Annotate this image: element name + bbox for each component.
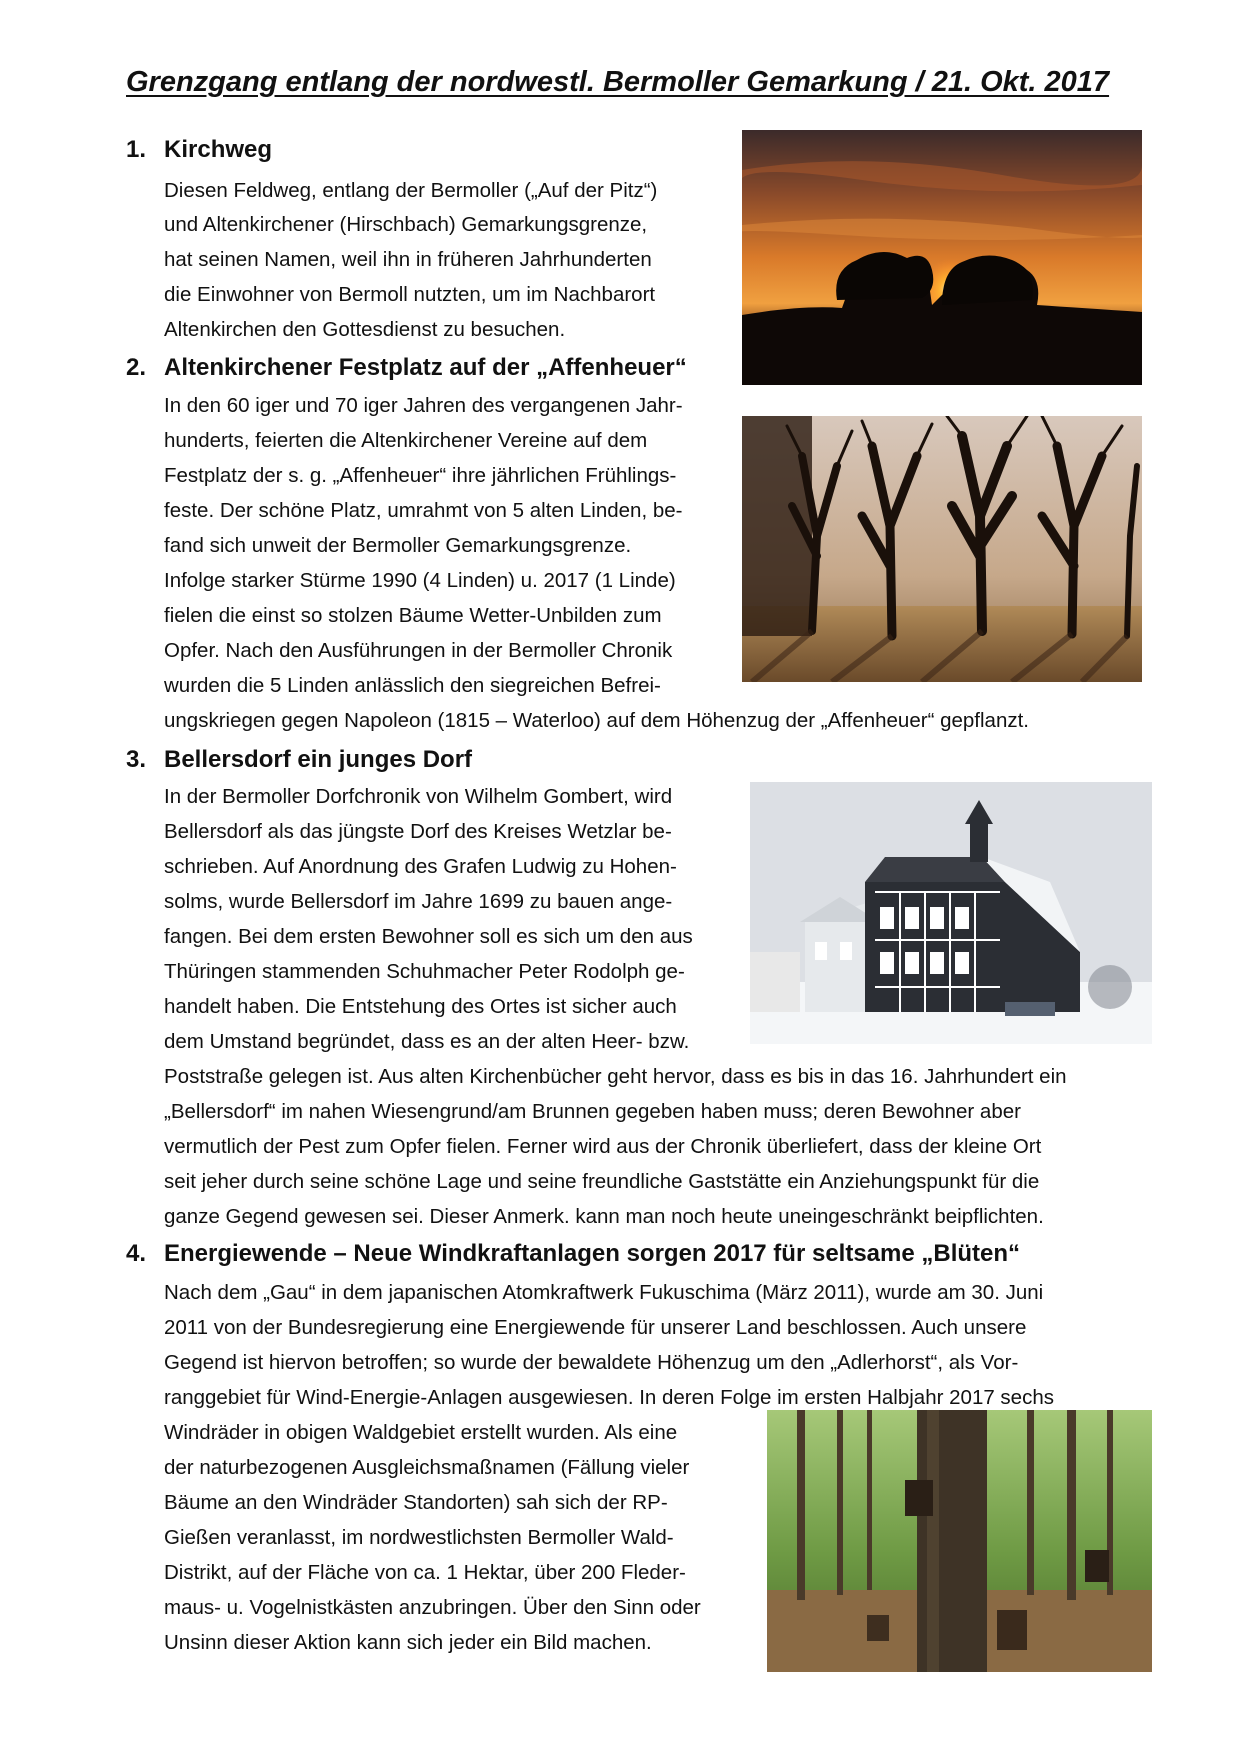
section-title: Kirchweg bbox=[164, 136, 273, 163]
text-line: 2011 von der Bundesregierung eine Energiewende für unserer Land beschlossen. Auch unsere bbox=[164, 1316, 1027, 1339]
text-line: ungskriegen gegen Napoleon (1815 – Waterloo) auf dem Höhenzug der „Affenheuer“ gepflanzt. bbox=[164, 709, 1029, 732]
text-line: hunderts, feierten die Altenkirchener Vereine auf dem bbox=[164, 429, 648, 452]
linden-trees-photo bbox=[742, 416, 1142, 682]
text-line: schrieben. Auf Anordnung des Grafen Ludwig zu Hohen- bbox=[164, 855, 677, 878]
section-2-heading bbox=[126, 354, 687, 382]
section-number: 2. bbox=[126, 354, 147, 381]
text-line: fangen. Bei dem ersten Bewohner soll es sich um den aus bbox=[164, 925, 693, 948]
text-line: In der Bermoller Dorfchronik von Wilhelm Gombert, wird bbox=[164, 785, 673, 808]
text-line: ganze Gegend gewesen sei. Dieser Anmerk. kann man noch heute uneingeschränkt beipflichten. bbox=[164, 1205, 1044, 1228]
section-1-heading bbox=[126, 136, 272, 164]
text-line: die Einwohner von Bermoll nutzten, um im Nachbarort bbox=[164, 283, 656, 306]
text-line: und Altenkirchener (Hirschbach) Gemarkungsgrenze, bbox=[164, 213, 648, 236]
bellersdorf-house-photo bbox=[750, 782, 1152, 1044]
text-line: solms, wurde Bellersdorf im Jahre 1699 zu bauen ange- bbox=[164, 890, 673, 913]
text-line: dem Umstand begründet, dass es an der alten Heer- bzw. bbox=[164, 1030, 690, 1053]
section-title: Energiewende – Neue Windkraftanlagen sorgen 2017 für seltsame „Blüten“ bbox=[164, 1240, 1021, 1267]
text-line: maus- u. Vogelnistkästen anzubringen. Über den Sinn oder bbox=[164, 1596, 701, 1619]
text-line: Distrikt, auf der Fläche von ca. 1 Hektar, über 200 Fleder- bbox=[164, 1561, 686, 1584]
text-line: Diesen Feldweg, entlang der Bermoller („Auf der Pitz“) bbox=[164, 179, 658, 202]
section-title: Bellersdorf ein junges Dorf bbox=[164, 746, 473, 773]
section-number: 3. bbox=[126, 746, 147, 773]
text-line: seit jeher durch seine schöne Lage und seine freundliche Gaststätte ein Anziehungspunkt für die bbox=[164, 1170, 1040, 1193]
text-line: Bäume an den Windräder Standorten) sah sich der RP- bbox=[164, 1491, 668, 1514]
section-title: Altenkirchener Festplatz auf der „Affenheuer“ bbox=[164, 354, 687, 381]
text-line: Altenkirchen den Gottesdienst zu besuchen. bbox=[164, 318, 566, 341]
text-line: der naturbezogenen Ausgleichsmaßnamen (Fällung vieler bbox=[164, 1456, 690, 1479]
text-line: Nach dem „Gau“ in dem japanischen Atomkraftwerk Fukuschima (März 2011), wurde am 30. Juni bbox=[164, 1281, 1044, 1304]
text-line: „Bellersdorf“ im nahen Wiesengrund/am Brunnen gegeben haben muss; deren Bewohner aber bbox=[164, 1100, 1021, 1123]
text-line: ranggebiet für Wind-Energie-Anlagen ausgewiesen. In deren Folge im ersten Halbjahr 2017 sechs bbox=[164, 1386, 1054, 1409]
text-line: fand sich unweit der Bermoller Gemarkungsgrenze. bbox=[164, 534, 632, 557]
section-number: 4. bbox=[126, 1240, 147, 1267]
text-line: wurden die 5 Linden anlässlich den siegreichen Befrei- bbox=[164, 674, 661, 697]
text-line: In den 60 iger und 70 iger Jahren des vergangenen Jahr- bbox=[164, 394, 683, 417]
section-4-heading bbox=[126, 1240, 1020, 1268]
text-line: handelt haben. Die Entstehung des Ortes ist sicher auch bbox=[164, 995, 677, 1018]
text-line: fielen die einst so stolzen Bäume Wetter-Unbilden zum bbox=[164, 604, 662, 627]
text-line: Unsinn dieser Aktion kann sich jeder ein Bild machen. bbox=[164, 1631, 652, 1654]
text-line: Gießen veranlasst, im nordwestlichsten Bermoller Wald- bbox=[164, 1526, 674, 1549]
text-line: Opfer. Nach den Ausführungen in der Bermoller Chronik bbox=[164, 639, 673, 662]
text-line: Thüringen stammenden Schuhmacher Peter Rodolph ge- bbox=[164, 960, 685, 983]
text-line: Bellersdorf als das jüngste Dorf des Kreises Wetzlar be- bbox=[164, 820, 672, 843]
text-line: Poststraße gelegen ist. Aus alten Kirchenbücher geht hervor, dass es bis in das 16. Jahrhundert ein bbox=[164, 1065, 1067, 1088]
text-line: Festplatz der s. g. „Affenheuer“ ihre jährlichen Frühlings- bbox=[164, 464, 677, 487]
forest-nestboxes-photo bbox=[767, 1410, 1152, 1672]
sunset-photo bbox=[742, 130, 1142, 385]
text-line: Infolge starker Stürme 1990 (4 Linden) u. 2017 (1 Linde) bbox=[164, 569, 676, 592]
text-line: Gegend ist hiervon betroffen; so wurde der bewaldete Höhenzug um den „Adlerhorst“, als Vor- bbox=[164, 1351, 1019, 1374]
text-line: feste. Der schöne Platz, umrahmt von 5 alten Linden, be- bbox=[164, 499, 683, 522]
text-line: hat seinen Namen, weil ihn in früheren Jahrhunderten bbox=[164, 248, 652, 271]
section-number: 1. bbox=[126, 136, 147, 163]
page-title: Grenzgang entlang der nordwestl. Bermoller Gemarkung / 21. Okt. 2017 bbox=[126, 66, 1110, 98]
section-3-heading bbox=[126, 746, 472, 774]
text-line: vermutlich der Pest zum Opfer fielen. Ferner wird aus der Chronik überliefert, dass der kleine Ort bbox=[164, 1135, 1042, 1158]
text-line: Windräder in obigen Waldgebiet erstellt wurden. Als eine bbox=[164, 1421, 678, 1444]
